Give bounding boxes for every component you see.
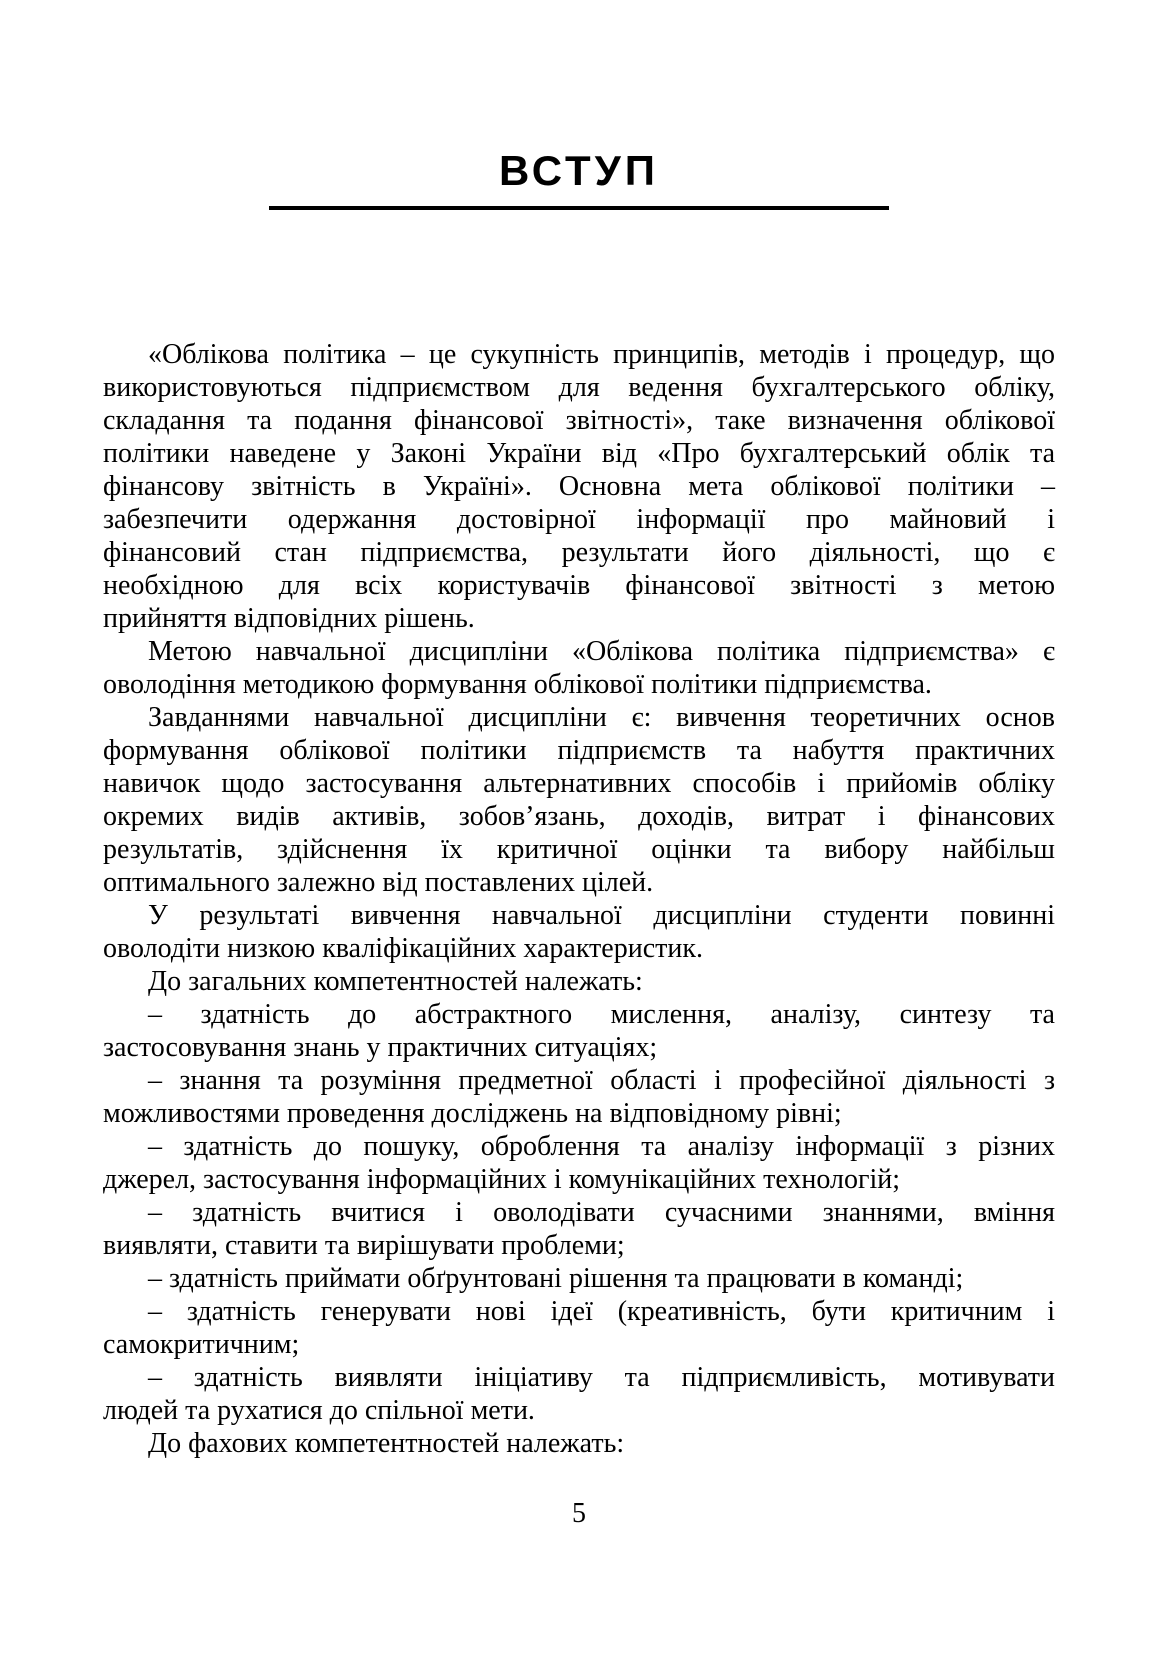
text-line: навичок щодо застосування альтернативних способів і прийомів обліку bbox=[103, 768, 1055, 799]
text-line: оптимального залежно від поставлених цілей. bbox=[103, 867, 654, 898]
paragraph bbox=[103, 1064, 1055, 1130]
text-line: фінансовий стан підприємства, результати його діяльності, що є bbox=[103, 537, 1055, 568]
paragraph bbox=[103, 338, 1055, 635]
text-line: У результаті вивчення навчальної дисципліни студенти повинні bbox=[148, 900, 1055, 931]
text-line: – здатність вчитися і оволодівати сучасними знаннями, вміння bbox=[148, 1197, 1055, 1228]
text-line: людей та рухатися до спільної мети. bbox=[103, 1395, 535, 1426]
paragraph bbox=[103, 1295, 1055, 1361]
text-line: окремих видів активів, зобов’язань, доходів, витрат і фінансових bbox=[103, 801, 1055, 832]
body-text bbox=[103, 338, 1055, 1460]
text-line: – здатність до абстрактного мислення, аналізу, синтезу та bbox=[148, 999, 1055, 1030]
text-line: Завданнями навчальної дисципліни є: вивчення теоретичних основ bbox=[148, 702, 1055, 733]
text-line: оволодіти низкою кваліфікаційних характеристик. bbox=[103, 933, 703, 964]
text-line: – знання та розуміння предметної області і професійної діяльності з bbox=[148, 1065, 1055, 1096]
text-line: виявляти, ставити та вирішувати проблеми; bbox=[103, 1230, 625, 1261]
text-line: самокритичним; bbox=[103, 1329, 300, 1360]
text-line: «Облікова політика – це сукупність принципів, методів і процедур, що bbox=[148, 339, 1055, 370]
text-line: можливостями проведення досліджень на відповідному рівні; bbox=[103, 1098, 842, 1129]
paragraph bbox=[103, 1427, 1055, 1460]
text-line: складання та подання фінансової звітності», таке визначення облікової bbox=[103, 405, 1055, 436]
text-line: застосовування знань у практичних ситуаціях; bbox=[103, 1032, 658, 1063]
text-line: необхідною для всіх користувачів фінансової звітності з метою bbox=[103, 570, 1055, 601]
text-line: фінансову звітність в Україні». Основна мета облікової політики – bbox=[103, 471, 1055, 502]
page-number: 5 bbox=[572, 1498, 586, 1529]
paragraph bbox=[103, 1130, 1055, 1196]
text-line: оволодіння методикою формування облікової політики підприємства. bbox=[103, 669, 932, 700]
text-line: До фахових компетентностей належать: bbox=[148, 1428, 625, 1459]
text-line: – здатність приймати обґрунтовані рішення та працювати в команді; bbox=[148, 1263, 964, 1294]
text-line: До загальних компетентностей належать: bbox=[148, 966, 643, 997]
text-line: результатів, здійснення їх критичної оцінки та вибору найбільш bbox=[103, 834, 1055, 865]
paragraph bbox=[103, 1196, 1055, 1262]
text-line: – здатність до пошуку, оброблення та аналізу інформації з різних bbox=[148, 1131, 1055, 1162]
paragraph bbox=[103, 635, 1055, 701]
text-line: Метою навчальної дисципліни «Облікова політика підприємства» є bbox=[148, 636, 1055, 667]
page-title: ВСТУП bbox=[499, 147, 659, 194]
paragraph bbox=[103, 998, 1055, 1064]
text-line: забезпечити одержання достовірної інформації про майновий і bbox=[103, 504, 1055, 535]
title-underline bbox=[269, 206, 889, 210]
text-line: прийняття відповідних рішень. bbox=[103, 603, 475, 634]
paragraph bbox=[103, 1262, 1055, 1295]
paragraph bbox=[103, 899, 1055, 965]
paragraph bbox=[103, 965, 1055, 998]
text-line: формування облікової політики підприємств та набуття практичних bbox=[103, 735, 1055, 766]
text-line: – здатність виявляти ініціативу та підприємливість, мотивувати bbox=[148, 1362, 1055, 1393]
text-line: використовуються підприємством для ведення бухгалтерського обліку, bbox=[103, 372, 1055, 403]
paragraph bbox=[103, 1361, 1055, 1427]
paragraph bbox=[103, 701, 1055, 899]
text-line: політики наведене у Законі України від «Про бухгалтерський облік та bbox=[103, 438, 1055, 469]
text-line: джерел, застосування інформаційних і комунікаційних технологій; bbox=[103, 1164, 901, 1195]
text-line: – здатність генерувати нові ідеї (креативність, бути критичним і bbox=[148, 1296, 1055, 1327]
